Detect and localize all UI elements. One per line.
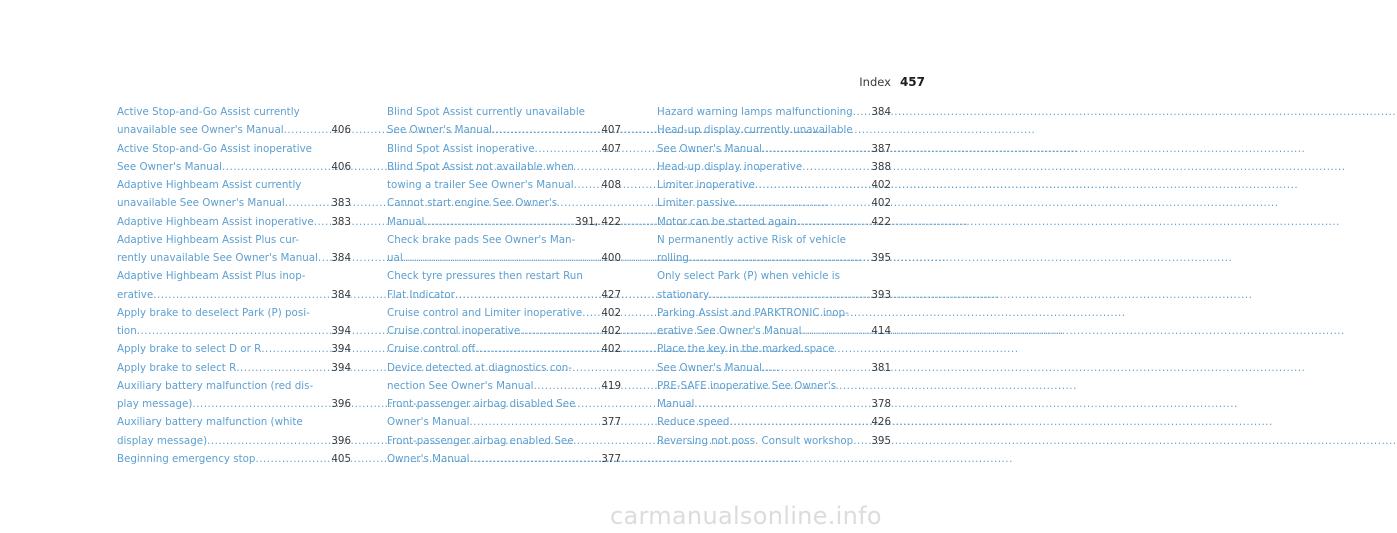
dot-leader [137, 322, 327, 340]
dot-leader [470, 413, 597, 431]
index-entry-line [387, 176, 621, 194]
index-entry-line [117, 304, 351, 322]
index-entry-line [387, 377, 621, 395]
index-entry-text[interactable]: See Owner's Manual [657, 361, 762, 374]
index-entry-text[interactable]: See Owner's Manual [657, 142, 762, 155]
index-entry-line [657, 340, 891, 358]
index-entry-text[interactable]: unavailable See Owner's Manual [117, 197, 285, 210]
index-page-ref[interactable]: 383 [331, 197, 351, 210]
dot-leader [802, 158, 866, 176]
watermark: carmanualsonline.info [610, 502, 882, 530]
index-entry-text[interactable]: Flat Indicator [387, 288, 455, 301]
dot-leader [261, 340, 326, 358]
index-entry-line [657, 377, 891, 395]
index-page-ref[interactable]: 402 [601, 306, 621, 319]
index-entry-text[interactable]: Manual [387, 215, 425, 228]
dot-leader [285, 194, 327, 212]
index-entry[interactable] [657, 267, 891, 304]
index-entry-line [657, 359, 891, 377]
index-entry-line [117, 121, 351, 139]
index-page-ref[interactable]: 408 [601, 179, 621, 191]
index-entry-line [387, 140, 621, 158]
index-page-ref[interactable]: 383 [331, 215, 351, 228]
index-page-ref[interactable]: 384 [331, 288, 351, 301]
index-entry-text[interactable]: Cruise control inoperative [387, 325, 521, 337]
index-entry-line [117, 413, 351, 431]
index-entry[interactable] [387, 432, 621, 469]
dot-leader [153, 286, 326, 304]
section-title: Index [859, 75, 891, 89]
index-entry-text[interactable]: See Owner's Manual [117, 160, 222, 173]
index-entry-text[interactable]: Blind Spot Assist inoperative [387, 142, 535, 155]
index-entry-line [657, 432, 891, 450]
dot-leader [853, 432, 866, 450]
index-entry-line [117, 103, 351, 121]
index-entry-line [387, 213, 621, 231]
index-entry-line [657, 413, 891, 431]
index-entry-text[interactable]: rently unavailable See Owner's Manual [117, 252, 318, 264]
index-entry-text[interactable]: Auxiliary battery malfunction (red dis- [117, 379, 314, 392]
index-page-ref[interactable]: 400 [601, 252, 621, 264]
index-entry-text[interactable]: Motor can be started again [657, 215, 797, 228]
index-entry-line [657, 395, 891, 413]
dot-leader [236, 359, 326, 377]
dot-leader [192, 395, 326, 413]
index-entry[interactable] [117, 176, 351, 213]
index-entry-line [657, 103, 891, 121]
index-entry[interactable] [657, 121, 891, 158]
index-entry[interactable] [387, 103, 621, 140]
index-page-ref[interactable]: 407 [601, 142, 621, 155]
index-entry-line [387, 450, 621, 468]
index-entry-text[interactable]: Adaptive Highbeam Assist currently [117, 179, 302, 191]
index-entry[interactable] [387, 231, 621, 268]
index-entry-text[interactable]: Head-up display currently unavailable [657, 124, 853, 137]
index-entry[interactable] [657, 304, 891, 341]
index-entry-line [657, 194, 891, 212]
index-entry-text[interactable]: Owner's Manual [387, 416, 470, 429]
index-entry-text[interactable]: ual [387, 252, 403, 264]
dot-leader [455, 286, 596, 304]
index-page-ref[interactable]: 377 [601, 452, 621, 465]
index-page-ref[interactable]: 406 [331, 160, 351, 173]
index-entry-line [387, 359, 621, 377]
index-entry-text[interactable]: Parking Assist and PARKTRONIC inop- [657, 306, 849, 319]
dot-leader [694, 395, 866, 413]
index-entry-text[interactable]: tion [117, 325, 137, 337]
index-entry[interactable] [387, 304, 621, 322]
index-entry-line [117, 395, 351, 413]
index-entry-text[interactable]: Owner's Manual [387, 452, 470, 465]
index-entry-text[interactable]: Adaptive Highbeam Assist Plus cur- [117, 233, 300, 246]
index-entry-line [657, 249, 891, 267]
index-entry-line [117, 176, 351, 194]
index-entry-line [387, 194, 621, 212]
index-entry[interactable] [657, 158, 891, 176]
index-entry-text[interactable]: Place the key in the marked space [657, 343, 835, 356]
index-entry-line [657, 140, 891, 158]
index-entry-line [117, 194, 351, 212]
dot-leader [762, 140, 866, 158]
index-page-ref[interactable]: 388 [871, 160, 891, 173]
index-entry[interactable] [657, 194, 891, 212]
index-entry-text[interactable]: Limiter passive [657, 197, 736, 210]
index-entry[interactable] [657, 413, 891, 431]
index-entry[interactable] [387, 194, 621, 231]
index-page-ref[interactable]: 406 [331, 124, 351, 137]
dot-leader [403, 249, 597, 267]
dot-leader [470, 450, 597, 468]
dot-leader [475, 340, 596, 358]
index-entry-line [387, 121, 621, 139]
index-entry-line [117, 340, 351, 358]
index-entry-text[interactable]: Blind Spot Assist not available when [387, 160, 574, 173]
index-entry-line [387, 395, 621, 413]
dot-leader [534, 377, 597, 395]
index-page-ref[interactable]: 394 [331, 361, 351, 374]
index-entry-text[interactable]: erative See Owner's Manual [657, 325, 802, 337]
index-page-ref[interactable]: 381 [871, 361, 891, 374]
index-page-ref[interactable]: 427 [601, 288, 621, 301]
index-entry-text[interactable]: Active Stop-and-Go Assist currently [117, 106, 300, 118]
index-page-ref[interactable]: 396 [331, 434, 351, 447]
index-entry-line [387, 103, 621, 121]
index-entry-line [387, 340, 621, 358]
index-entry-text[interactable]: Apply brake to deselect Park (P) posi- [117, 306, 310, 319]
index-entry-text[interactable]: Reversing not poss. Consult workshop [657, 434, 854, 447]
index-entry-line [387, 432, 621, 450]
index-entry-text[interactable]: Manual [657, 398, 695, 410]
dot-leader [689, 249, 866, 267]
dot-leader [574, 176, 597, 194]
dot-leader [520, 322, 596, 340]
dot-leader [755, 176, 867, 194]
index-entry[interactable] [117, 340, 351, 358]
index-entry[interactable] [387, 140, 621, 158]
index-page-ref[interactable]: 402 [601, 325, 621, 337]
index-entry-line [117, 140, 351, 158]
index-page-ref[interactable]: 384 [871, 106, 891, 118]
index-entry[interactable] [117, 213, 351, 231]
dot-leader [207, 432, 326, 450]
index-entry-line [117, 322, 351, 340]
index-page-ref[interactable]: 405 [331, 452, 351, 465]
index-entry[interactable] [387, 267, 621, 304]
index-entry-line [387, 413, 621, 431]
dot-leader [318, 249, 326, 267]
index-entry[interactable] [117, 359, 351, 377]
index-entry-line [117, 158, 351, 176]
dot-leader [709, 286, 866, 304]
dot-leader [535, 140, 597, 158]
index-page-ref[interactable]: 395 [871, 252, 891, 264]
index-entry[interactable] [657, 231, 891, 268]
index-entry-line [117, 450, 351, 468]
index-entry-line [387, 231, 621, 249]
index-page-ref[interactable]: 377 [601, 416, 621, 429]
index-entry-text[interactable]: Adaptive Highbeam Assist Plus inop- [117, 270, 306, 283]
index-entry-line [657, 213, 891, 231]
index-entry-text[interactable]: stationary [657, 288, 710, 301]
index-entry[interactable] [117, 304, 351, 341]
index-page-ref[interactable]: 395 [871, 434, 891, 447]
index-entry-line [117, 267, 351, 285]
index-page-ref[interactable]: 402 [871, 197, 891, 210]
index-entry-text[interactable]: PRE-SAFE inoperative See Owner's [657, 379, 837, 392]
index-entry-text[interactable]: Beginning emergency stop [117, 452, 256, 465]
index-entry[interactable] [657, 213, 891, 231]
page-number: 457 [899, 75, 925, 89]
dot-leader [735, 194, 866, 212]
index-page-ref[interactable]: 419 [601, 379, 621, 392]
index-entry-line [387, 322, 621, 340]
index-entry[interactable] [117, 140, 351, 177]
index-page-ref[interactable]: 391, 422 [575, 215, 621, 228]
dot-leader [284, 121, 327, 139]
index-entry-line [387, 304, 621, 322]
index-entry-line [657, 158, 891, 176]
index-entry-line [657, 304, 891, 322]
index-entry-text[interactable]: Head-up display inoperative [657, 160, 803, 173]
index-entry-text[interactable]: Hazard warning lamps malfunctioning [657, 106, 853, 118]
index-page-ref[interactable]: 402 [601, 343, 621, 356]
index-entry-text[interactable]: Active Stop-and-Go Assist inoperative [117, 142, 313, 155]
index-entry-text[interactable]: play message) [117, 398, 193, 410]
index-entry[interactable] [117, 450, 351, 468]
index-page-ref[interactable]: 414 [871, 325, 891, 337]
index-entry[interactable] [657, 103, 891, 121]
index-page-ref[interactable]: 387 [871, 142, 891, 155]
index-entry-line [657, 267, 891, 285]
index-entry-text[interactable]: Apply brake to select R [117, 361, 237, 374]
index-entry[interactable] [387, 359, 621, 396]
index-entry-text[interactable]: Only select Park (P) when vehicle is [657, 270, 841, 283]
index-entry-text[interactable]: Cruise control off [387, 343, 476, 356]
index-entry-text[interactable]: Check tyre pressures then restart Run [387, 270, 583, 283]
index-entry-line [657, 121, 891, 139]
index-entry[interactable] [657, 340, 891, 377]
index-entry[interactable] [387, 395, 621, 432]
index-entry[interactable] [117, 103, 351, 140]
index-entry-text[interactable]: Reduce speed [657, 416, 730, 429]
index-page-ref[interactable]: 394 [331, 343, 351, 356]
dot-leader [797, 213, 867, 231]
index-entry[interactable] [387, 322, 621, 340]
index-page-ref[interactable]: 407 [601, 124, 621, 137]
index-column-3 [657, 103, 891, 450]
index-entry-line [117, 286, 351, 304]
index-entry[interactable] [117, 231, 351, 268]
dot-leader [314, 213, 327, 231]
dot-leader [801, 322, 866, 340]
index-entry-line [387, 158, 621, 176]
index-page-ref[interactable]: 422 [871, 215, 891, 228]
index-entry-text[interactable]: nection See Owner's Manual [387, 379, 534, 392]
index-entry-text[interactable]: Front-passenger airbag enabled See [387, 434, 574, 447]
dot-leader [255, 450, 326, 468]
index-entry-line [387, 249, 621, 267]
dot-leader [853, 103, 867, 121]
index-entry[interactable] [117, 267, 351, 304]
index-entry[interactable] [657, 432, 891, 450]
index-entry-text[interactable]: Cannot start engine See Owner's [387, 197, 558, 210]
index-entry-text[interactable]: display message) [117, 434, 208, 447]
index-entry-line [657, 322, 891, 340]
index-entry-line [117, 213, 351, 231]
index-entry-text[interactable]: See Owner's Manual [387, 124, 492, 137]
index-entry[interactable] [657, 176, 891, 194]
index-entry-text[interactable]: Device detected at diagnostics con- [387, 361, 573, 374]
index-entry-line [387, 267, 621, 285]
page-header [859, 75, 925, 89]
index-entry-text[interactable]: Adaptive Highbeam Assist inoperative [117, 215, 314, 228]
index-entry-text[interactable]: Limiter inoperative [657, 179, 755, 191]
index-entry-line [117, 231, 351, 249]
index-page-ref[interactable]: 394 [331, 325, 351, 337]
index-entry-line [657, 176, 891, 194]
index-page-ref[interactable]: 402 [871, 179, 891, 191]
index-column-1 [117, 103, 351, 468]
index-entry-text[interactable]: Check brake pads See Owner's Man- [387, 233, 576, 246]
index-entry-text[interactable]: Apply brake to select D or R [117, 343, 262, 356]
index-entry[interactable] [117, 413, 351, 450]
index-entry-text[interactable]: unavailable see Owner's Manual [117, 124, 284, 137]
index-entry[interactable] [387, 158, 621, 195]
dot-leader [762, 359, 866, 377]
index-entry-line [117, 377, 351, 395]
index-entry-text[interactable]: Cruise control and Limiter inoperative [387, 306, 583, 319]
index-entry-line [117, 432, 351, 450]
index-page-ref[interactable]: 384 [331, 252, 351, 264]
index-entry-line [387, 286, 621, 304]
index-page-ref[interactable]: 396 [331, 398, 351, 410]
index-page-ref[interactable]: 426 [871, 416, 891, 429]
index-entry-line [657, 231, 891, 249]
dot-leader [424, 213, 570, 231]
index-entry-text[interactable]: N permanently active Risk of vehicle [657, 233, 846, 246]
index-entry-line [117, 249, 351, 267]
index-entry-line [117, 359, 351, 377]
dot-leader [222, 158, 326, 176]
dot-leader [582, 304, 596, 322]
index-entry-line [657, 286, 891, 304]
index-entry-text[interactable]: Front-passenger airbag disabled See [387, 398, 576, 410]
index-entry[interactable] [117, 377, 351, 414]
index-page-ref[interactable]: 393 [871, 288, 891, 301]
dot-leader [729, 413, 866, 431]
index-entry-text[interactable]: erative [117, 288, 154, 301]
index-entry[interactable] [387, 340, 621, 358]
index-entry-text[interactable]: Auxiliary battery malfunction (white [117, 416, 303, 429]
dot-leader [492, 121, 596, 139]
index-page-ref[interactable]: 378 [871, 398, 891, 410]
index-entry[interactable] [657, 377, 891, 414]
index-entry-text[interactable]: towing a trailer See Owner's Manual [387, 179, 574, 191]
index-entry-text[interactable]: Blind Spot Assist currently unavailable [387, 106, 586, 118]
index-entry-text[interactable]: rolling [657, 252, 689, 264]
index-column-2 [387, 103, 621, 468]
